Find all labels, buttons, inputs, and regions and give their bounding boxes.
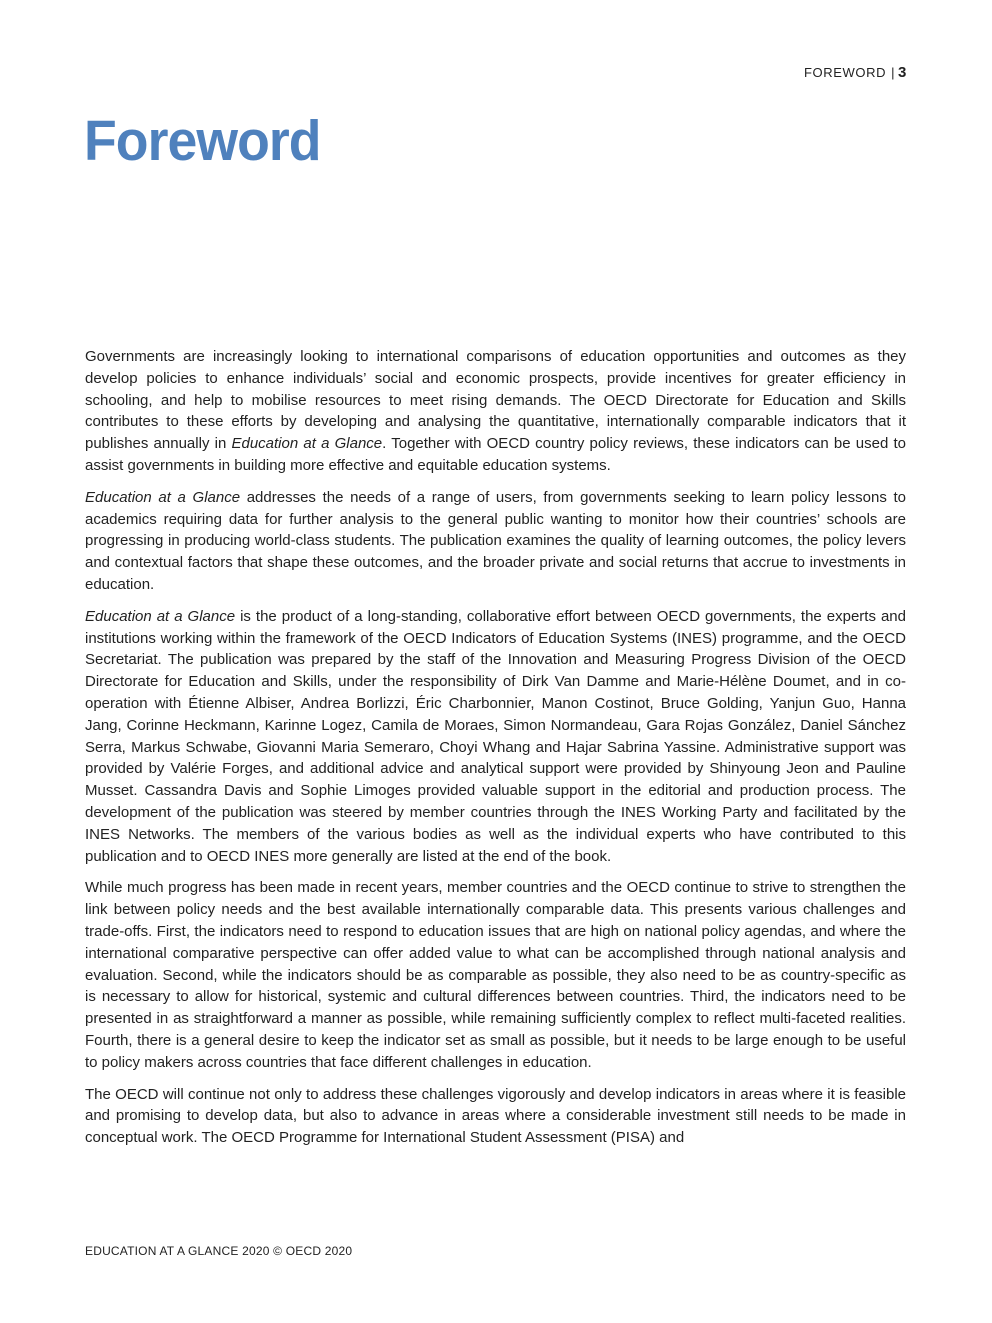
header-separator: | (891, 65, 896, 80)
paragraph-3: Education at a Glance is the product of a long-standing, collaborative effort between OECD governments, the experts and institutions working within the framework of the OECD Indicators of Education Systems (INES) programme, and the OECD Secretariat. The publication was prepared by the staff of the Innovation and Measuring Progress Division of the OECD Directorate for Education and Skills, under the responsibility of Dirk Van Damme and Marie-Hélène Doumet, and in co-operation with Étienne Albiser, Andrea Borlizzi, Éric Charbonnier, Manon Costinot, Bruce Golding, Yanjun Guo, Hanna Jang, Corinne Heckmann, Karinne Logez, Camila de Moraes, Simon Normandeau, Gara Rojas González, Daniel Sánchez Serra, Markus Schwabe, Giovanni Maria Semeraro, Choyi Whang and Hajar Sabrina Yassine. Administrative support was provided by Valérie Forges, and additional advice and analytical support were provided by Shinyoung Jeon and Pauline Musset. Cassandra Davis and Sophie Limoges provided valuable support in the editorial and production process. The development of the publication was steered by member countries through the INES Working Party and facilitated by the INES Networks. The members of the various bodies as well as the individual experts who have contributed to this publication and to OECD INES more generally are listed at the end of the book. (85, 607, 906, 865)
running-header (804, 64, 907, 81)
paragraph-4: While much progress has been made in recent years, member countries and the OECD continue to strive to strengthen the link between policy needs and the best available internationally comparable data. This presents various challenges and trade-offs. First, the indicators need to respond to education issues that are high on national policy agendas, and where the international comparative perspective can offer added value to what can be accomplished through national analysis and evaluation. Second, while the indicators should be as comparable as possible, they also need to be as country-specific as is necessary to allow for historical, systemic and cultural differences between countries. Third, the indicators need to be presented in as straightforward a manner as possible, while remaining sufficiently complex to reflect multi-faceted realities. Fourth, there is a general desire to keep the indicator set as small as possible, but it needs to be large enough to be useful to policy makers across countries that face different challenges in education. (85, 879, 906, 1071)
paragraph-5: The OECD will continue not only to address these challenges vigorously and develop indicators in areas where it is feasible and promising to develop data, but also to advance in areas where a considerable investment still needs to be made in conceptual work. The OECD Programme for International Student Assessment (PISA) and (85, 1085, 906, 1147)
paragraph-1: Governments are increasingly looking to international comparisons of education opportunities and outcomes as they develop policies to enhance individuals’ social and economic prospects, provide incentives for greater efficiency in schooling, and help to mobilise resources to meet rising demands. The OECD Directorate for Education and Skills contributes to these efforts by developing and analysing the quantitative, internationally comparable indicators that it publishes annually in Education at a Glance. Together with OECD country policy reviews, these indicators can be used to assist governments in building more effective and equitable education systems. (85, 348, 906, 474)
publication-title: Education at a Glance (231, 435, 383, 453)
section-label: FOREWORD (803, 65, 887, 80)
page-number: 3 (898, 64, 907, 81)
running-footer: EDUCATION AT A GLANCE 2020 © OECD 2020 (85, 1244, 353, 1258)
publication-title: Education at a Glance (85, 488, 241, 506)
publication-title: Education at a Glance (85, 607, 236, 625)
paragraph-2: Education at a Glance addresses the needs of a range of users, from governments seeking to learn policy lessons to academics requiring data for further analysis to the general public wanting to monitor how their countries’ schools are progressing in producing world-class students. The publication examines the quality of learning outcomes, the policy levers and contextual factors that shape these outcomes, and the broader private and social returns that accrue to investments in education. (85, 488, 906, 593)
page-title: Foreword (84, 109, 321, 173)
body-text (85, 346, 906, 1159)
